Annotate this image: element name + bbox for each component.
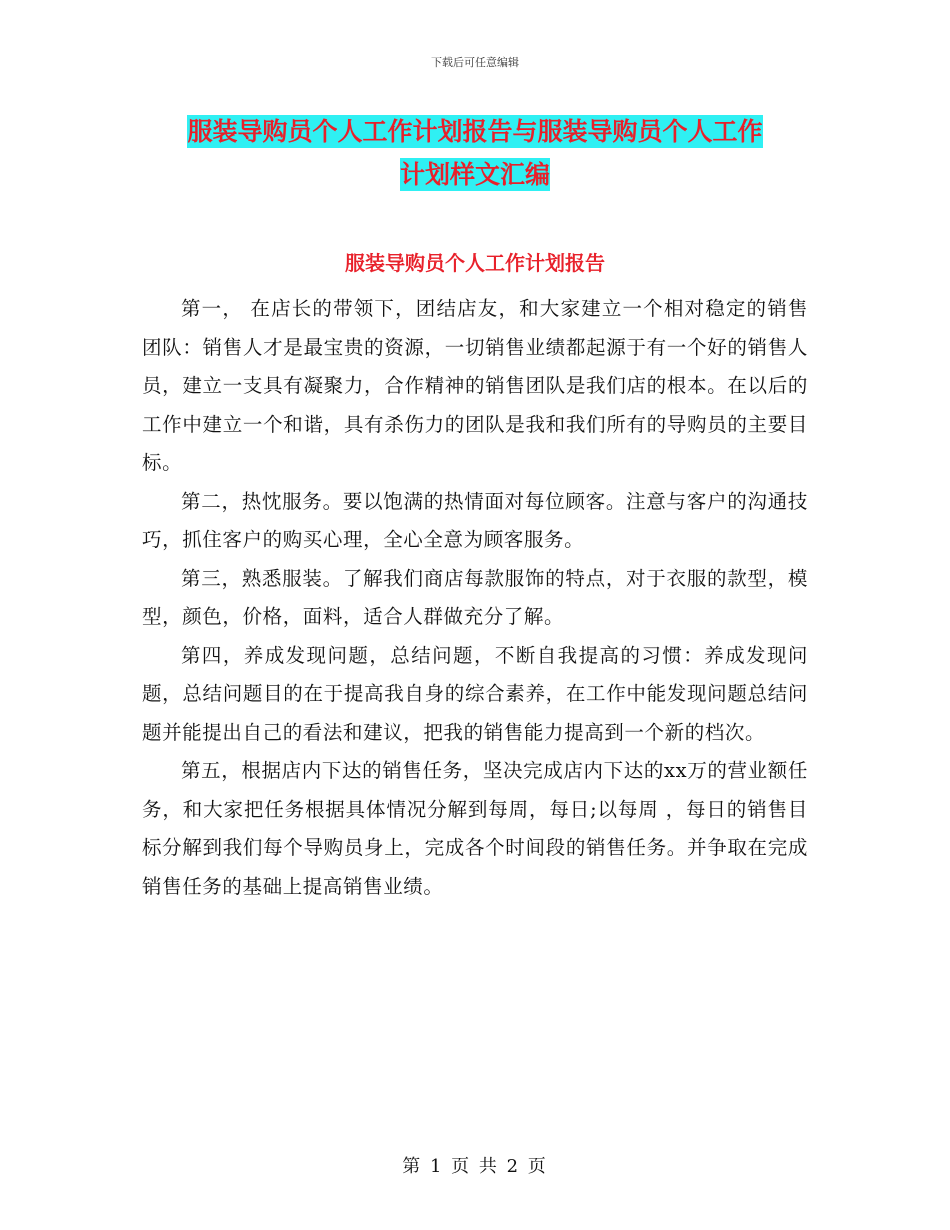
paragraph-1: 第一， 在店长的带领下，团结店友，和大家建立一个相对稳定的销售团队：销售人才是最宝贵的资源，一切销售业绩都起源于有一个好的销售人员，建立一支具有凝聚力，合作精神的销售团队是我们店的根本。在以后的工作中建立一个和谐，具有杀伤力的团队是我和我们所有的导购员的主要目标。	[142, 297, 808, 474]
document-title-line-2: 计划样文汇编	[399, 160, 550, 189]
document-title-line-1: 服装导购员个人工作计划报告与服装导购员个人工作	[187, 117, 763, 146]
paragraph-5: 第五，根据店内下达的销售任务，坚决完成店内下达的xx万的营业额任务，和大家把任务根据具体情况分解到每周，每日;以每周 ，每日的销售目标分解到我们每个导购员身上，完成各个时间段的销售任务。并争取在完成销售任务的基础上提高销售业绩。	[142, 759, 808, 898]
paragraph-3: 第三，熟悉服装。了解我们商店每款服饰的特点，对于衣服的款型，模型，颜色，价格，面料，适合人群做充分了解。	[142, 566, 808, 628]
document-title	[140, 110, 810, 196]
header-note: 下载后可任意编辑	[431, 56, 519, 69]
page-number-footer: 第 1 页 共 2 页	[402, 1156, 548, 1177]
paragraph-2: 第二，热忱服务。要以饱满的热情面对每位顾客。注意与客户的沟通技巧，抓住客户的购买心理，全心全意为顾客服务。	[142, 489, 808, 551]
paragraph-4: 第四，养成发现问题，总结问题，不断自我提高的习惯：养成发现问题，总结问题目的在于提高我自身的综合素养，在工作中能发现问题总结问题并能提出自己的看法和建议，把我的销售能力提高到一个新的档次。	[142, 643, 808, 744]
section-heading: 服装导购员个人工作计划报告	[345, 251, 605, 275]
body-text	[142, 290, 808, 906]
